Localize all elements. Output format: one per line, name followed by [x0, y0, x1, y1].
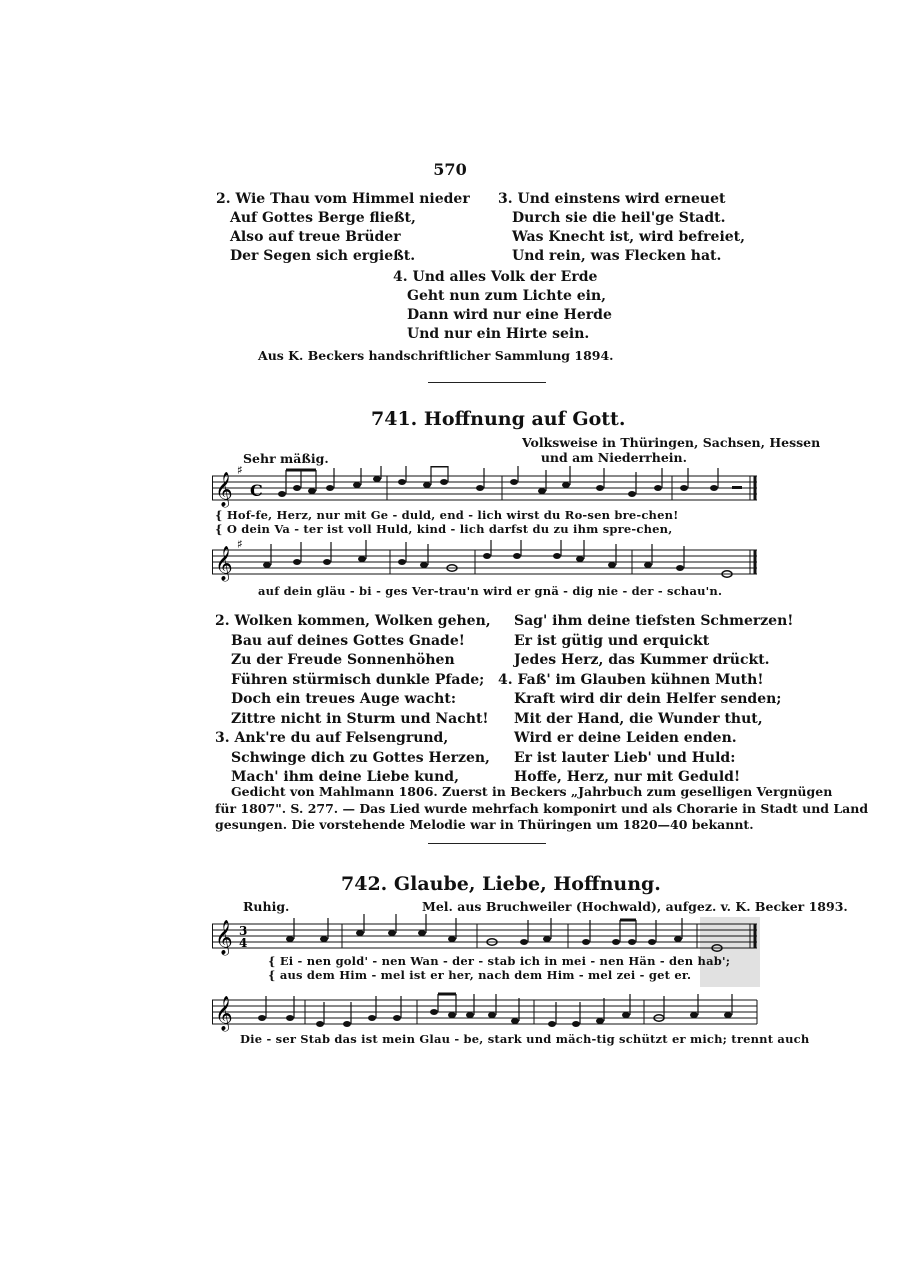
- lyrics-verse-2: aus dem Him - mel ist er her, nach dem Him - mel zei - get er.: [279, 968, 692, 982]
- song-title: Glaube, Liebe, Hoffnung.: [393, 873, 661, 895]
- treble-clef-icon: 𝄞: [215, 472, 233, 507]
- verse-line: 4. Und alles Volk der Erde: [393, 269, 598, 285]
- verse-line: Zittre nicht in Sturm und Nacht!: [231, 710, 489, 727]
- song-number: 741.: [371, 408, 418, 430]
- music-staff: [212, 466, 762, 512]
- lyrics-verse-1: Ei - nen gold' - nen Wan - der - stab ich in mei - nen Hän - den hab';: [279, 954, 731, 968]
- verse-line: Mach' ihm deine Liebe kund,: [231, 769, 459, 785]
- treble-clef-icon: 𝄞: [215, 920, 233, 955]
- verse-line: Und nur ein Hirte sein.: [407, 326, 590, 342]
- verse-line: Schwinge dich zu Gottes Herzen,: [231, 749, 490, 766]
- lyrics-row: auf dein gläu - bi - ges Ver-trau'n wird er gnä - dig nie - der - schau'n.: [258, 584, 723, 598]
- common-time-icon: C: [250, 481, 263, 500]
- song-742-heading: [341, 873, 661, 895]
- verse-line: Und rein, was Flecken hat.: [512, 248, 722, 264]
- prev-verse-3: [498, 190, 745, 266]
- prev-verse-2: [216, 190, 470, 266]
- verse-line: Geht nun zum Lichte ein,: [407, 288, 607, 304]
- verse-line: Wird er deine Leiden enden.: [514, 730, 737, 746]
- song-741-note: [215, 784, 868, 834]
- lyrics-row: Die - ser Stab das ist mein Glau - be, stark und mäch-tig schützt er mich; trennt auch: [240, 1032, 810, 1046]
- verse-line: Auf Gottes Berge fließt,: [230, 210, 416, 226]
- sharp-icon: ♯: [237, 540, 243, 551]
- lyrics-verse-2: O dein Va - ter ist voll Huld, kind - lich darfst du zu ihm spre-chen,: [226, 522, 673, 536]
- verse-line: Zu der Freude Sonnenhöhen: [231, 652, 455, 668]
- verse-line: Kraft wird dir dein Helfer senden;: [514, 691, 782, 707]
- verse-line: 2. Wie Thau vom Himmel nieder: [216, 191, 470, 207]
- song-741-verses-left: [215, 612, 491, 788]
- note-line: Gedicht von Mahlmann 1806. Zuerst in Beckers „Jahrbuch zum geselligen Vergnügen: [231, 784, 833, 799]
- verse-line: Mit der Hand, die Wunder thut,: [514, 710, 763, 727]
- song-742-origin: Mel. aus Bruchweiler (Hochwald), aufgez. v. K. Becker 1893.: [422, 899, 848, 914]
- lyrics-row: { Hof-fe, Herz, nur mit Ge - duld, end - lich wirst du Ro-sen bre-chen! { O dein Va - ter ist voll Huld, kind - lich darfst du zu ihm spre-chen,: [215, 508, 679, 536]
- verse-line: Durch sie die heil'ge Stadt.: [512, 210, 726, 226]
- verse-line: 3. Und einstens wird erneuet: [498, 191, 726, 207]
- verse-line: 4. Faß' im Glauben kühnen Muth!: [498, 671, 764, 688]
- verse-line: Sag' ihm deine tiefsten Schmerzen!: [514, 613, 794, 629]
- prev-verse-4: [393, 268, 612, 344]
- time-signature-top: 3: [239, 924, 248, 938]
- origin-line: Volksweise in Thüringen, Sachsen, Hessen: [522, 435, 821, 450]
- lyrics-row: { Ei - nen gold' - nen Wan - der - stab ich in mei - nen Hän - den hab'; { aus dem Him - mel ist er her, nach dem Him - mel zei - get er.: [268, 954, 731, 982]
- verse-line: Also auf treue Brüder: [230, 229, 401, 245]
- verse-line: Dann wird nur eine Herde: [407, 307, 612, 323]
- treble-clef-icon: 𝄞: [215, 546, 233, 581]
- song-741-origin: [522, 435, 821, 465]
- lyrics-verse-1: Hof-fe, Herz, nur mit Ge - duld, end - lich wirst du Ro-sen bre-chen!: [226, 508, 679, 522]
- verse-line: Der Segen sich ergießt.: [230, 248, 416, 264]
- melody-notes: [286, 930, 682, 945]
- treble-clef-icon: 𝄞: [215, 996, 233, 1031]
- music-staff: [212, 540, 762, 586]
- verse-line: Jedes Herz, das Kummer drückt.: [514, 652, 770, 668]
- verse-line: Doch ein treues Auge wacht:: [231, 691, 456, 707]
- divider: [428, 382, 546, 383]
- song-741-verses-right: [498, 612, 793, 788]
- song-741-heading: [371, 408, 625, 430]
- tempo-marking: Sehr mäßig.: [243, 451, 329, 466]
- origin-line: und am Niederrhein.: [540, 450, 687, 465]
- verse-line: Bau auf deines Gottes Gnade!: [231, 632, 465, 649]
- time-signature-bottom: 4: [239, 936, 248, 950]
- note-line: gesungen. Die vorstehende Melodie war in Thüringen um 1820—40 bekannt.: [215, 817, 754, 832]
- song-title: Hoffnung auf Gott.: [423, 408, 626, 430]
- song-number: 742.: [341, 873, 388, 895]
- verse-line: 2. Wolken kommen, Wolken gehen,: [215, 613, 491, 629]
- verse-line: Er ist gütig und erquickt: [514, 632, 710, 649]
- verse-line: Er ist lauter Lieb' und Huld:: [514, 749, 736, 766]
- sharp-icon: ♯: [237, 466, 243, 477]
- verse-line: Führen stürmisch dunkle Pfade;: [231, 671, 485, 688]
- prev-song-source: Aus K. Beckers handschriftlicher Sammlung 1894.: [258, 348, 614, 363]
- page-number: 570: [433, 160, 467, 179]
- tempo-marking: Ruhig.: [243, 899, 290, 914]
- verse-line: Was Knecht ist, wird befreiet,: [512, 229, 746, 245]
- verse-line: 3. Ank're du auf Felsengrund,: [215, 730, 449, 746]
- divider: [428, 843, 546, 844]
- verse-line: Hoffe, Herz, nur mit Geduld!: [514, 769, 741, 785]
- music-staff: [212, 990, 762, 1036]
- note-line: für 1807". S. 277. — Das Lied wurde mehrfach komponirt und als Chorarie in Stadt und Land: [215, 800, 869, 816]
